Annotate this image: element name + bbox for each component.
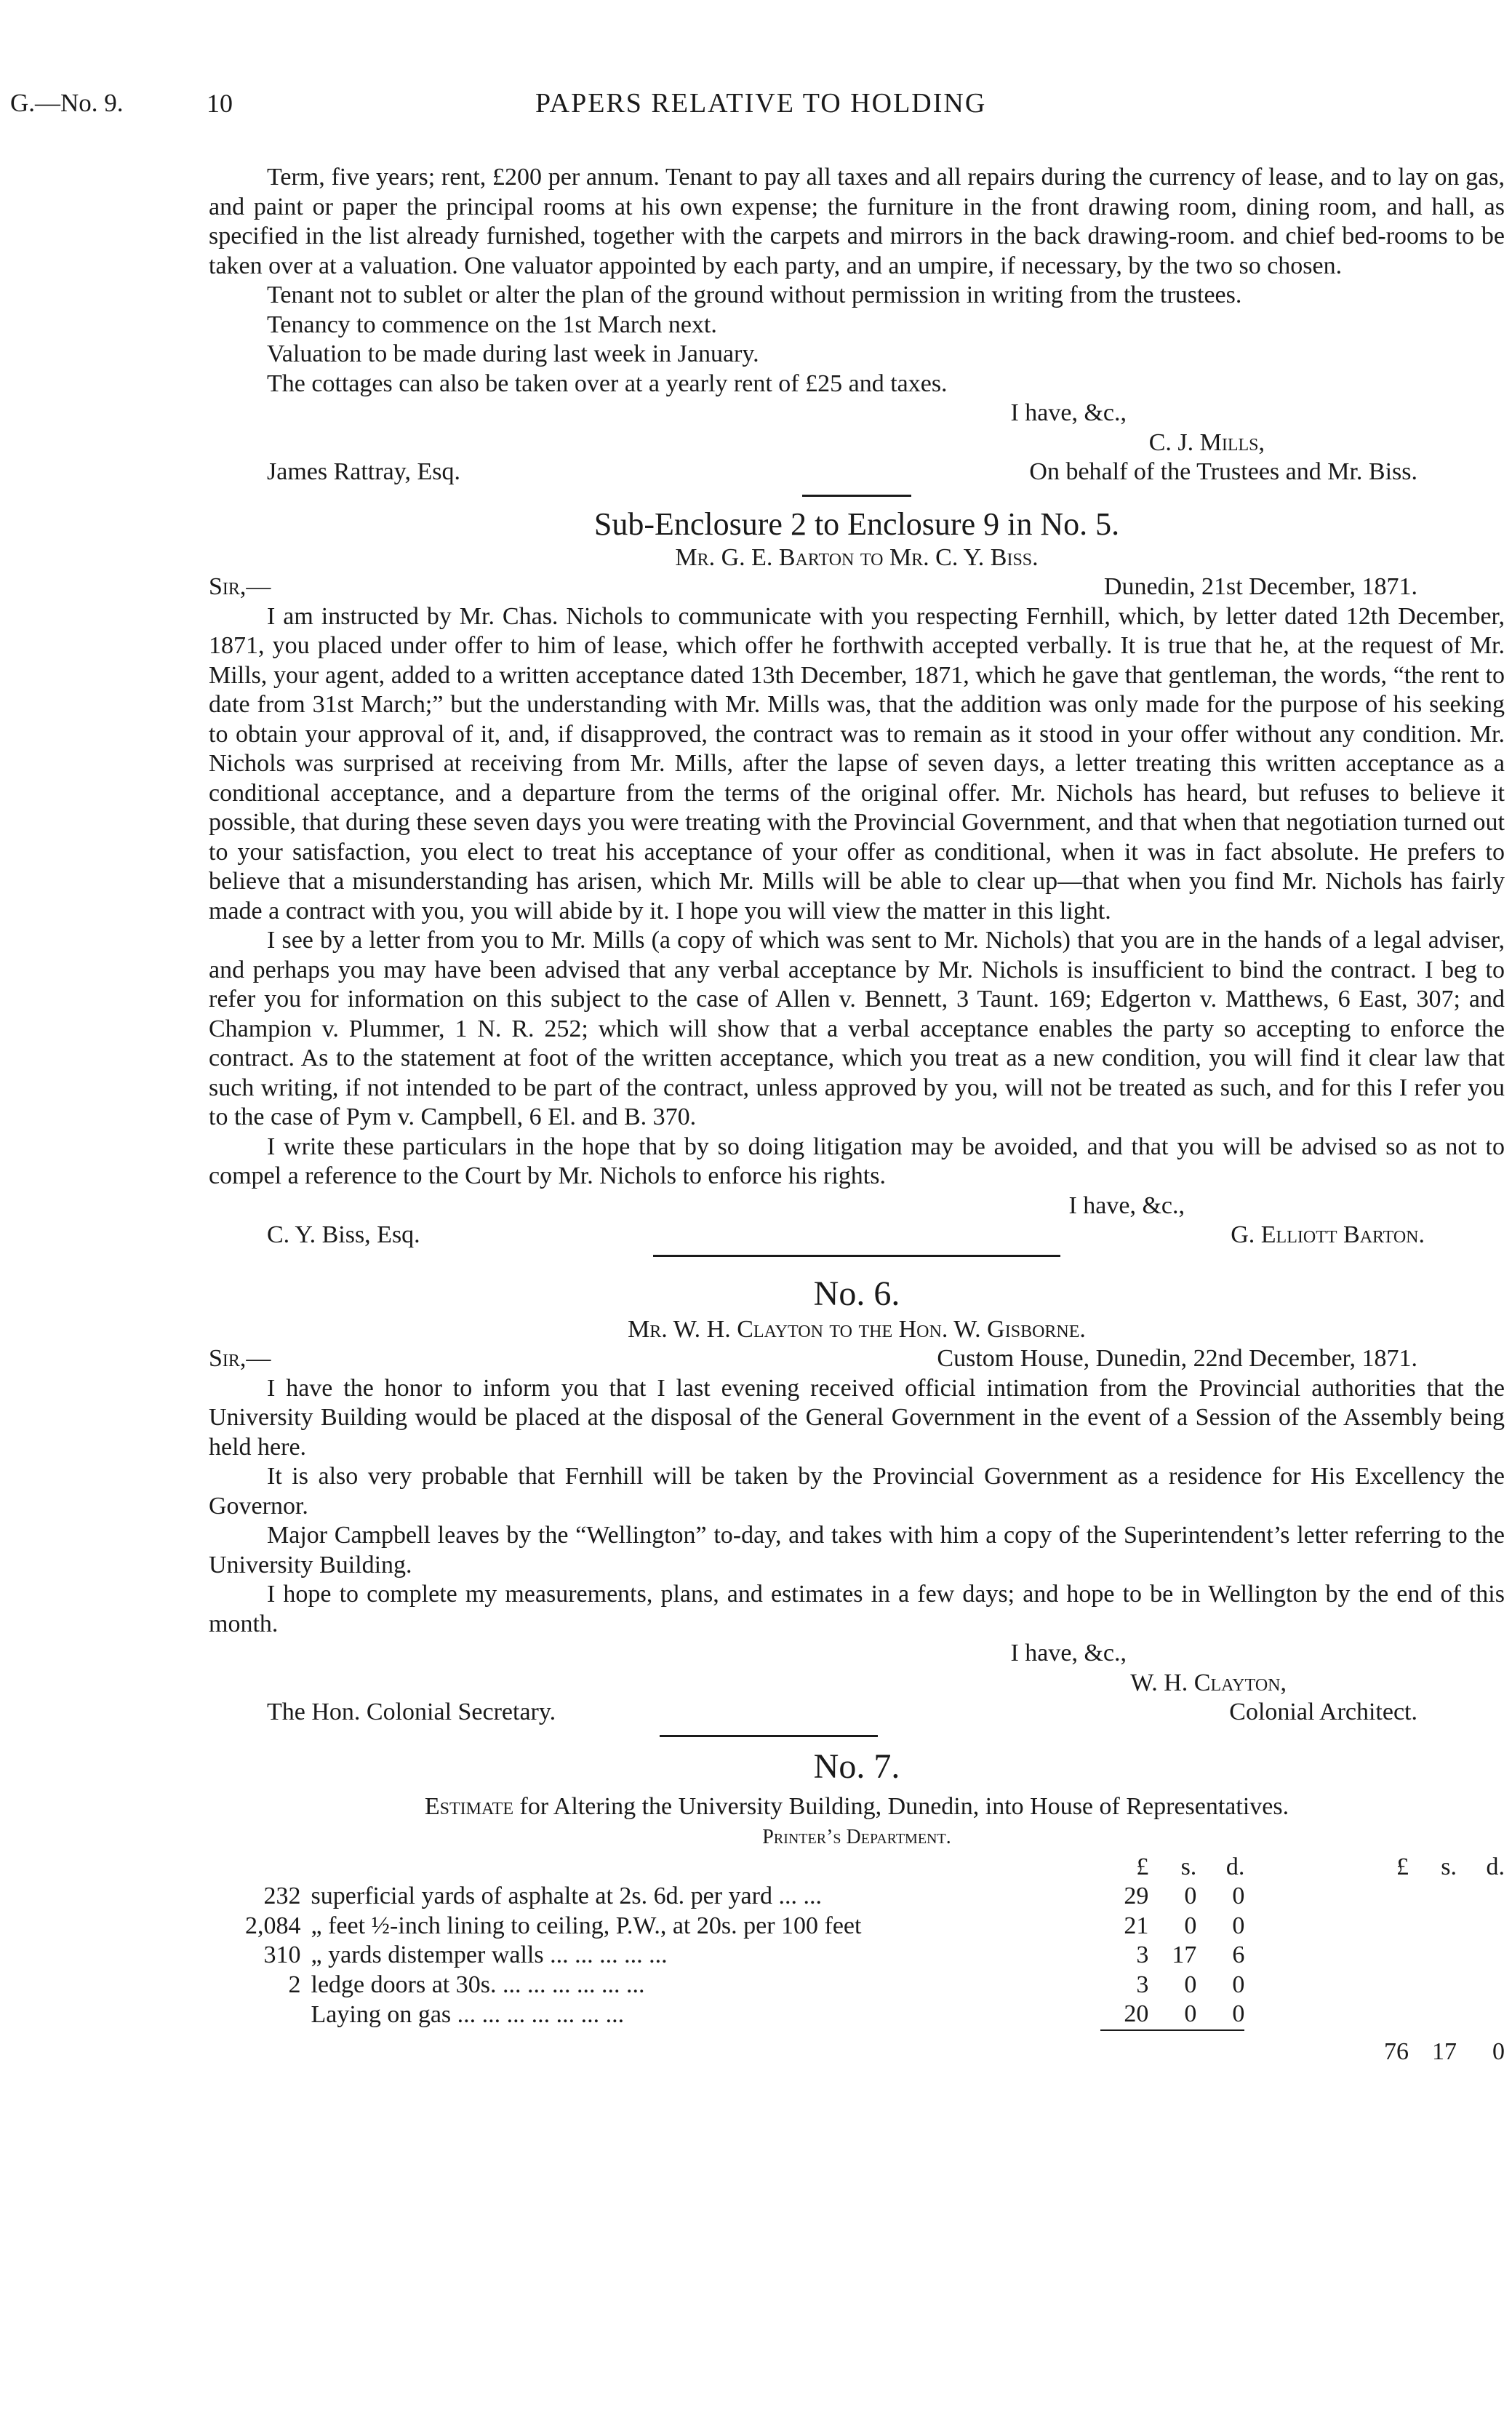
estimate-description: for Altering the University Building, Dunedin, into House of Representatives. — [519, 1792, 1289, 1820]
paragraph: Major Campbell leaves by the “Wellington” to-day, and takes with him a copy of the Superintendent’s letter referring to the University Building. — [209, 1522, 1505, 1578]
signature-line — [209, 1698, 1505, 1728]
col-pounds-total: £ — [1396, 1853, 1409, 1880]
signer: W. H. Clayton, — [1130, 1669, 1287, 1696]
total-row — [209, 2030, 1505, 2067]
divider — [653, 1255, 1060, 1257]
signature-line — [209, 458, 1505, 487]
item-shillings: 17 — [1172, 1941, 1197, 1968]
closing: I have, &c., — [1010, 399, 1127, 426]
letter-mills — [209, 163, 1505, 487]
item-pence: 0 — [1232, 2000, 1245, 2027]
col-pence-total: d. — [1486, 1853, 1505, 1880]
table-row — [209, 1882, 1505, 1912]
estimate-no-7 — [209, 1746, 1505, 2067]
signer-role: On behalf of the Trustees and Mr. Biss. — [1029, 458, 1417, 485]
place-date: Dunedin, 21st December, 1871. — [1103, 573, 1417, 600]
total-pence: 0 — [1492, 2037, 1505, 2065]
paragraph: It is also very probable that Fernhill will be taken by the Provincial Government as a residence for His Excellency the Governor. — [209, 1463, 1505, 1520]
item-pounds: 29 — [1124, 1883, 1149, 1909]
estimate-title — [209, 1792, 1505, 1822]
table-row — [209, 2000, 1505, 2030]
item-description: „ feet ½-inch lining to ceiling, P.W., at 20s. per 100 feet — [311, 1912, 862, 1939]
paragraph: I have the honor to inform you that I last evening received official intimation from the Provincial authorities that the University Building would be placed at the disposal of the General Government in the event of a Session of the Assembly being held here. — [209, 1374, 1505, 1461]
page-body — [209, 163, 1505, 2067]
estimate-word: Estimate — [424, 1792, 513, 1820]
item-pence: 0 — [1232, 1971, 1245, 1998]
paragraph: I hope to complete my measurements, plans, and estimates in a few days; and hope to be in Wellington by the end of this month. — [209, 1581, 1505, 1637]
from-to-line: Mr. G. E. Barton to Mr. C. Y. Biss. — [675, 543, 1039, 571]
item-pence: 0 — [1232, 1912, 1245, 1939]
item-quantity — [209, 2000, 311, 2030]
place-date: Custom House, Dunedin, 22nd December, 1871. — [937, 1345, 1417, 1372]
item-pounds: 3 — [1136, 1971, 1149, 1998]
col-pence: d. — [1225, 1853, 1245, 1880]
sub-enclosure-letter — [209, 506, 1505, 1250]
paragraph: Term, five years; rent, £200 per annum. Tenant to pay all taxes and all repairs during the currency of lease, and to lay on gas, and paint or paper the principal rooms at his own expense; the furniture in the front drawing room, dining room, and hall, as specified in the list already furnished, together with the carpets and mirrors in the back drawing-room. and chief bed-rooms to be taken over at a valuation. One valuator appointed by each party, and an umpire, if necessary, by the two so chosen. — [209, 164, 1505, 279]
salutation-line — [209, 572, 1505, 602]
item-shillings: 0 — [1184, 1883, 1197, 1909]
salutation: Sir,— — [209, 573, 271, 600]
section-heading: No. 6. — [813, 1274, 900, 1313]
item-description: „ yards distemper walls ... ... ... ... ... — [311, 1941, 668, 1968]
estimate-table — [209, 1853, 1505, 2067]
letter-no-6 — [209, 1273, 1505, 1728]
page-number: 10 — [207, 89, 233, 118]
paragraph: I see by a letter from you to Mr. Mills (a copy of which was sent to Mr. Nichols) that you are in the hands of a legal adviser, and perhaps you may have been advised that any verbal acceptance by Mr. Nichols is insufficient to bind the contract. I beg to refer you for information on this subject to the case of Allen v. Bennett, 3 Taunt. 169; Edgerton v. Matthews, 6 East, 307; and Champion v. Plummer, 1 N. R. 252; which will show that a verbal acceptance enables the party so accepting to enforce the contract. As to the statement at foot of the written acceptance, which you treat as a new condition, you will find it clear law that such writing, if not intended to be part of the contract, unless approved by you, will not be treated as such, and for this I refer you to the case of Pym v. Campbell, 6 El. and B. 370. — [209, 927, 1505, 1130]
section-heading: No. 7. — [813, 1747, 900, 1786]
item-description: Laying on gas ... ... ... ... ... ... ... — [311, 2001, 625, 2028]
divider — [802, 495, 911, 497]
item-shillings: 0 — [1184, 1971, 1197, 1998]
item-description: ledge doors at 30s. ... ... ... ... ... ... — [311, 1971, 645, 1998]
table-row — [209, 1941, 1505, 1971]
total-pounds: 76 — [1383, 2037, 1409, 2065]
col-shillings-total: s. — [1441, 1853, 1457, 1880]
document-reference: G.—No. 9. — [10, 89, 124, 117]
paragraph: Valuation to be made during last week in January. — [267, 340, 759, 367]
paragraph: Tenant not to sublet or alter the plan of the ground without permission in writing from the trustees. — [267, 282, 1242, 308]
addressee: The Hon. Colonial Secretary. — [267, 1699, 556, 1725]
salutation-line — [209, 1344, 1505, 1374]
signer-role: Colonial Architect. — [1229, 1699, 1417, 1725]
item-shillings: 0 — [1184, 2000, 1197, 2027]
from-to-line: Mr. W. H. Clayton to the Hon. W. Gisborne. — [628, 1315, 1086, 1343]
page-header — [0, 89, 1512, 121]
signer: G. Elliott Barton. — [1231, 1221, 1425, 1248]
item-quantity: 2,084 — [245, 1912, 301, 1939]
paragraph: The cottages can also be taken over at a yearly rent of £25 and taxes. — [267, 370, 948, 397]
signature-line — [209, 1221, 1505, 1250]
signer: C. J. Mills, — [1148, 428, 1265, 456]
addressee: C. Y. Biss, Esq. — [267, 1221, 420, 1248]
item-quantity: 232 — [263, 1883, 301, 1909]
col-shillings: s. — [1180, 1853, 1197, 1880]
table-row — [209, 1912, 1505, 1941]
col-pounds: £ — [1136, 1853, 1149, 1880]
salutation: Sir,— — [209, 1345, 271, 1372]
item-pence: 0 — [1232, 1883, 1245, 1909]
item-quantity: 2 — [288, 1971, 301, 1998]
paragraph: I write these particulars in the hope that by so doing litigation may be avoided, and that you will be advised so as not to compel a reference to the Court by Mr. Nichols to enforce his rights. — [209, 1133, 1505, 1189]
item-description: superficial yards of asphalte at 2s. 6d. per yard ... ... — [311, 1883, 822, 1909]
paragraph: Tenancy to commence on the 1st March next. — [267, 311, 717, 338]
department-heading: Printer’s Department. — [762, 1826, 951, 1848]
addressee: James Rattray, Esq. — [267, 458, 460, 485]
item-pounds: 3 — [1136, 1941, 1149, 1968]
item-pounds: 20 — [1124, 2000, 1149, 2027]
paragraph: I am instructed by Mr. Chas. Nichols to communicate with you respecting Fernhill, which, by letter dated 12th December, 1871, you placed under offer to him of lease, which offer he forthwith accepted verbally. It is true that he, at the request of Mr. Mills, your agent, added to a written acceptance dated 13th December, 1871, which he gave that gentleman, the words, “the rent to date from 31st March;” but the understanding with Mr. Mills was, that the addition was only made for the purpose of his seeking to obtain your approval of it, and, if disapproved, the contract was to remain as it stood in your offer without any condition. Mr. Nichols was surprised at receiving from Mr. Mills, after the lapse of seven days, a letter treating this written acceptance as a conditional acceptance, and a departure from the terms of the original offer. Mr. Nichols has heard, but refuses to believe it possible, that during these seven days you were treating with the Provincial Government, and that when that negotiation turned out to your satisfaction, you elect to treat his acceptance of your offer as conditional, when it was in fact absolute. He prefers to believe that a misunderstanding has arisen, which Mr. Mills will be able to clear up—that when you find Mr. Nichols has fairly made a contract with you, you will abide by it. I hope you will view the matter in this light. — [209, 602, 1505, 925]
column-headers — [209, 1853, 1505, 1883]
item-pence: 6 — [1232, 1941, 1245, 1968]
item-pounds: 21 — [1124, 1912, 1149, 1939]
item-quantity: 310 — [263, 1941, 301, 1968]
item-shillings: 0 — [1184, 1912, 1197, 1939]
closing: I have, &c., — [1068, 1191, 1185, 1219]
running-title: PAPERS RELATIVE TO HOLDING — [535, 88, 987, 119]
closing: I have, &c., — [1010, 1640, 1127, 1666]
table-row — [209, 1971, 1505, 2000]
section-heading: Sub-Enclosure 2 to Enclosure 9 in No. 5. — [593, 506, 1120, 542]
divider — [660, 1735, 878, 1737]
total-shillings: 17 — [1431, 2037, 1457, 2065]
